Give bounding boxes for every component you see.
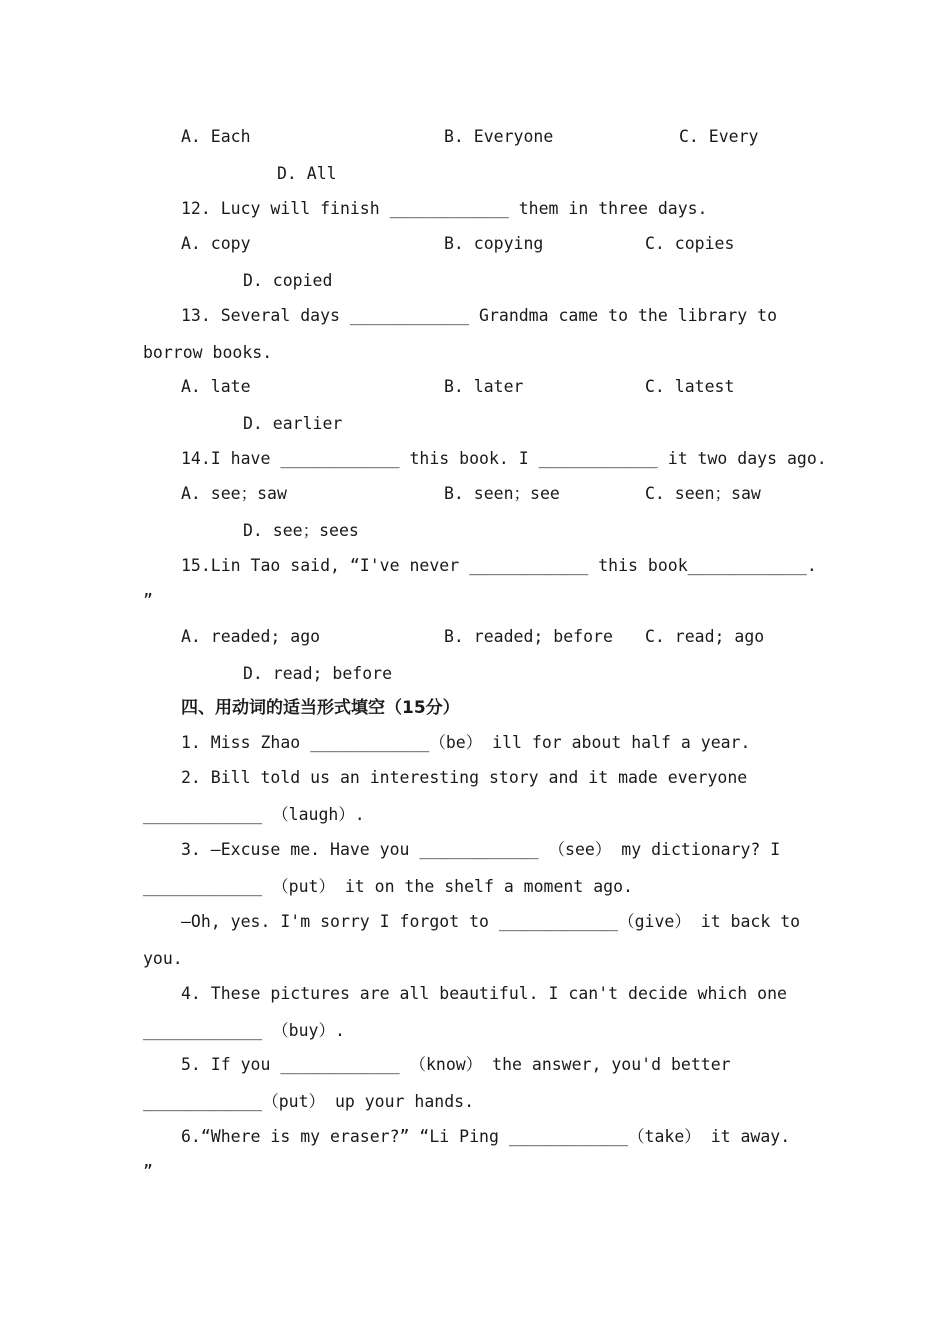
s4-item5-line2: ____________（put） up your hands. xyxy=(143,1092,475,1111)
q11-option-d: D. All xyxy=(277,164,337,183)
q13-option-c: C. latest xyxy=(645,377,735,396)
q14-option-b: B. seen；see xyxy=(444,484,560,503)
q13-option-d: D. earlier xyxy=(243,414,343,433)
q15-stem-line2: ” xyxy=(143,591,153,610)
q15-stem-line1: 15.Lin Tao said, “I've never ____________ this book____________. xyxy=(181,556,817,575)
q12-stem: 12. Lucy will finish ____________ them in three days. xyxy=(181,199,708,218)
q13-stem-line1: 13. Several days ____________ Grandma came to the library to xyxy=(181,306,778,325)
s4-item5-line1: 5. If you ____________ （know） the answer, you'd better xyxy=(181,1055,731,1074)
q12-option-a: A. copy xyxy=(181,234,251,253)
q12-option-b: B. copying xyxy=(444,234,544,253)
q13-stem-line2: borrow books. xyxy=(143,343,273,362)
s4-item6-line2: ” xyxy=(143,1162,153,1181)
q11-option-a: A. Each xyxy=(181,127,251,146)
q14-option-d: D. see；sees xyxy=(243,521,359,540)
s4-item6-line1: 6.“Where is my eraser?” “Li Ping ____________（take） it away. xyxy=(181,1127,791,1146)
s4-item3-line3: —Oh, yes. I'm sorry I forgot to ____________（give） it back to xyxy=(181,912,801,931)
q12-option-c: C. copies xyxy=(645,234,735,253)
s4-item4-line2: ____________ （buy）. xyxy=(143,1021,345,1040)
q11-option-b: B. Everyone xyxy=(444,127,554,146)
s4-item4-line1: 4. These pictures are all beautiful. I can't decide which one xyxy=(181,984,787,1003)
q15-option-c: C. read; ago xyxy=(645,627,765,646)
section4-heading: 四、用动词的适当形式填空（15分） xyxy=(181,698,460,718)
s4-item2-line1: 2. Bill told us an interesting story and it made everyone xyxy=(181,768,748,787)
s4-item1: 1. Miss Zhao ____________（be） ill for about half a year. xyxy=(181,733,751,752)
q11-option-c: C. Every xyxy=(679,127,759,146)
q14-option-a: A. see；saw xyxy=(181,484,287,503)
q13-option-b: B. later xyxy=(444,377,524,396)
q12-option-d: D. copied xyxy=(243,271,333,290)
q13-option-a: A. late xyxy=(181,377,251,396)
s4-item3-line4: you. xyxy=(143,949,183,968)
q15-option-a: A. readed; ago xyxy=(181,627,321,646)
s4-item2-line2: ____________ （laugh）. xyxy=(143,805,365,824)
q14-option-c: C. seen；saw xyxy=(645,484,761,503)
s4-item3-line2: ____________ （put） it on the shelf a moment ago. xyxy=(143,877,633,896)
q15-option-b: B. readed; before xyxy=(444,627,613,646)
q14-stem: 14.I have ____________ this book. I ____________ it two days ago. xyxy=(181,449,827,468)
q15-option-d: D. read; before xyxy=(243,664,393,683)
s4-item3-line1: 3. —Excuse me. Have you ____________ （see） my dictionary? I xyxy=(181,840,781,859)
